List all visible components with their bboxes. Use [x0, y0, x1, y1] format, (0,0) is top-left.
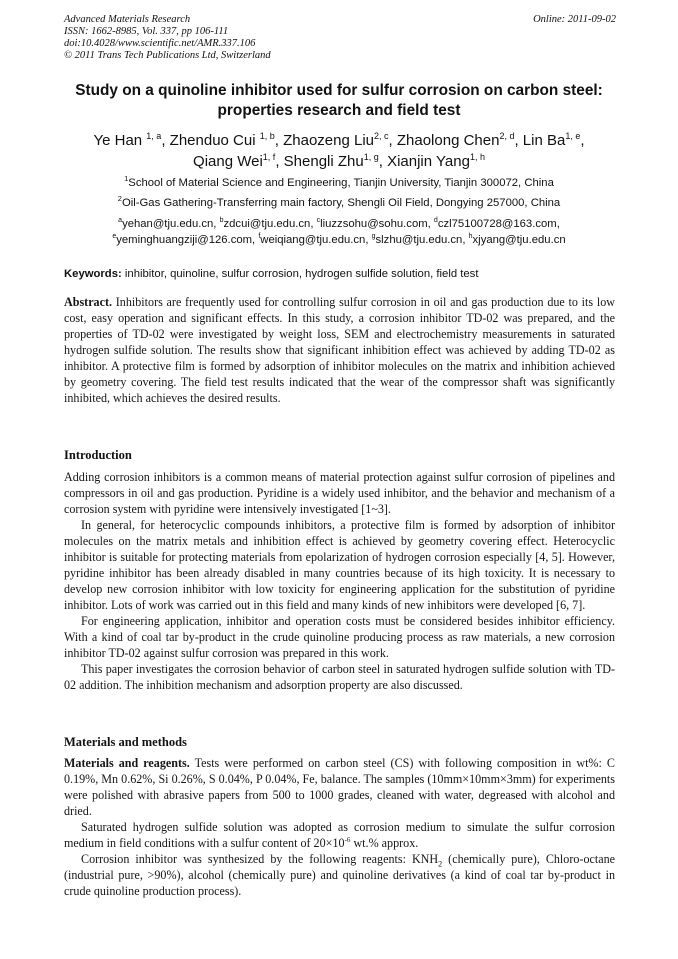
- materials-body: [64, 755, 615, 899]
- email: weiqiang@tju.edu.cn,: [260, 234, 372, 246]
- affiliation-2: $^2$Oil-Gas Gathering-Transferring main factory, Shengli Oil Field, Dongying 257000, China: [117, 194, 561, 209]
- section-heading-introduction: Introduction: [64, 448, 132, 462]
- abstract-label: Abstract.: [64, 295, 113, 309]
- author: Shengli Zhu$^{1, g}$: [283, 152, 379, 170]
- email: liuzzsohu@sohu.com,: [320, 218, 434, 230]
- keywords-text: inhibitor, quinoline, sulfur corrosion, hydrogen sulfide solution, field test: [124, 268, 479, 280]
- paragraph: Corrosion inhibitor was synthesized by the following reagents: $KNH_2$ (chemically pure), Chloro-octane (industrial pure, >90%), alcohol (chemically pure) and quinoline derivatives (a kind of coal tar by-product in crude quinoline production process).: [64, 852, 616, 898]
- introduction-body: [64, 469, 615, 693]
- affiliation-1: $^1$School of Material Science and Engineering, Tianjin University, Tianjin 300072, China: [124, 174, 554, 189]
- abstract-text: Inhibitors are frequently used for controlling sulfur corrosion in oil and gas production due to its low cost, easy operation and significant effects. In this study, a corrosion inhibitor TD-02 was prepared, and the properties of TD-02 were investigated by weight loss, SEM and electrochemistry measurements in saturated hydrogen sulfide solution. The results show that significant inhibition effect was achieved by adding TD-02 as inhibitor. A protective film is formed by adsorption of inhibitor molecules on the matrix and inhibition achieved by geometry covering. The field test results indicated that the wear of the compressor shaft was significantly inhibited, which achieves the desired results.: [64, 295, 615, 405]
- keywords-label: Keywords:: [64, 268, 122, 280]
- author: Zhenduo Cui $^{1, b}$: [169, 131, 275, 149]
- email: xjyang@tju.edu.cn: [472, 234, 566, 246]
- paragraph: In general, for heterocyclic compounds inhibitors, a protective film is formed by adsorption of inhibitor molecules on the matrix metals and inhibition effect is achieved by geometry covering effect. Heterocyclic inhibitor is suitable for protecting materials from epolarization of hydrogen corrosion especially [4, 5]. However, pyridine inhibitor has been already disabled in many countries because of its high toxicity. It is necessary to develop new corrosion inhibitor with low toxicity for engineering application for the substitution of pyridine inhibitor. Lots of work was carried out in this field and many kinds of new inhibitors were developed [6, 7].: [64, 518, 615, 612]
- issn-line: ISSN: 1662-8985, Vol. 337, pp 106-111: [64, 26, 229, 37]
- email: zdcui@tju.edu.cn,: [223, 218, 317, 230]
- abstract: [64, 294, 615, 406]
- author-list: Ye Han $^{1, a}$, Zhenduo Cui $^{1, b}$, Zhaozeng Liu$^{2, c}$, Zhaolong Chen$^{2, d}$, Lin Ba$^{1, e}$, Qiang Wei$^{1, f}$, Shengli Zhu$^{1, g}$, Xianjin Yang$^{1, h}$: [93, 131, 585, 170]
- subsection-label: Materials and reagents.: [64, 756, 190, 770]
- email: slzhu@tju.edu.cn,: [375, 234, 469, 246]
- author: Qiang Wei$^{1, f}$: [193, 152, 276, 170]
- email: czl75100728@163.com,: [437, 218, 560, 230]
- paper-title: Study on a quinoline inhibitor used for sulfur corrosion on carbon steel: properties research and field test: [75, 82, 603, 119]
- online-date: Online: 2011-09-02: [533, 14, 616, 25]
- section-heading-materials: Materials and methods: [64, 735, 187, 749]
- keywords: [64, 267, 616, 281]
- author: Lin Ba$^{1, e}$: [522, 131, 581, 149]
- paragraph: Adding corrosion inhibitors is a common means of material protection against sulfur corrosion of pipelines and compressors in oil and gas production. Pyridine is a widely used inhibitor, and the behavior and mechanism of a corrosion system with pyridine were intensively investigated [1~3].: [64, 470, 615, 516]
- paragraph: This paper investigates the corrosion behavior of carbon steel in saturated hydrogen sulfide solution with TD-02 addition. The inhibition mechanism and adsorption property are also discussed.: [64, 662, 615, 692]
- journal-name: Advanced Materials Research: [64, 14, 191, 25]
- paragraph: For engineering application, inhibitor and operation costs must be considered besides inhibitor efficiency. With a kind of coal tar by-product in the crude quinoline producing process as raw materials, a new corrosion inhibitor TD-02 against sulfur corrosion was prepared in this work.: [64, 614, 615, 660]
- email: yehan@tju.edu.cn,: [122, 218, 220, 230]
- journal-header: [64, 14, 616, 62]
- author: Zhaozeng Liu$^{2, c}$: [283, 131, 389, 149]
- author: Ye Han $^{1, a}$: [93, 131, 162, 149]
- author-emails: $^a$yehan@tju.edu.cn, $^b$zdcui@tju.edu.cn, $^c$liuzzsohu@sohu.com, $^d$czl75100728@163.com, $^e$yeminghuangziji@126.com, $^f$weiqiang@tju.edu.cn, $^g$slzhu@tju.edu.cn, $^h$xjyang@tju.edu.cn: [112, 217, 566, 246]
- copyright-line: © 2011 Trans Tech Publications Ltd, Switzerland: [64, 50, 271, 61]
- paragraph: Materials and reagents. Tests were performed on carbon steel (CS) with following composition in wt%: C 0.19%, Mn 0.62%, Si 0.26%, S 0.04%, P 0.04%, Fe, balance. The samples (10mm×10mm×3mm) for experiments were polished with abrasive papers from 500 to 1000 grades, cleaned with water, degreased with alcohol and dried.: [64, 756, 615, 818]
- doi-line: doi:10.4028/www.scientific.net/AMR.337.106: [64, 38, 256, 49]
- paragraph: Saturated hydrogen sulfide solution was adopted as corrosion medium to simulate the sulfur corrosion medium in field conditions with a sulfur content of $20\times 10^{-6}$ wt.% approx.: [64, 820, 615, 850]
- author: Zhaolong Chen$^{2, d}$: [396, 131, 515, 149]
- email: yeminghuangziji@126.com,: [116, 234, 259, 246]
- author: Xianjin Yang$^{1, h}$: [387, 152, 485, 170]
